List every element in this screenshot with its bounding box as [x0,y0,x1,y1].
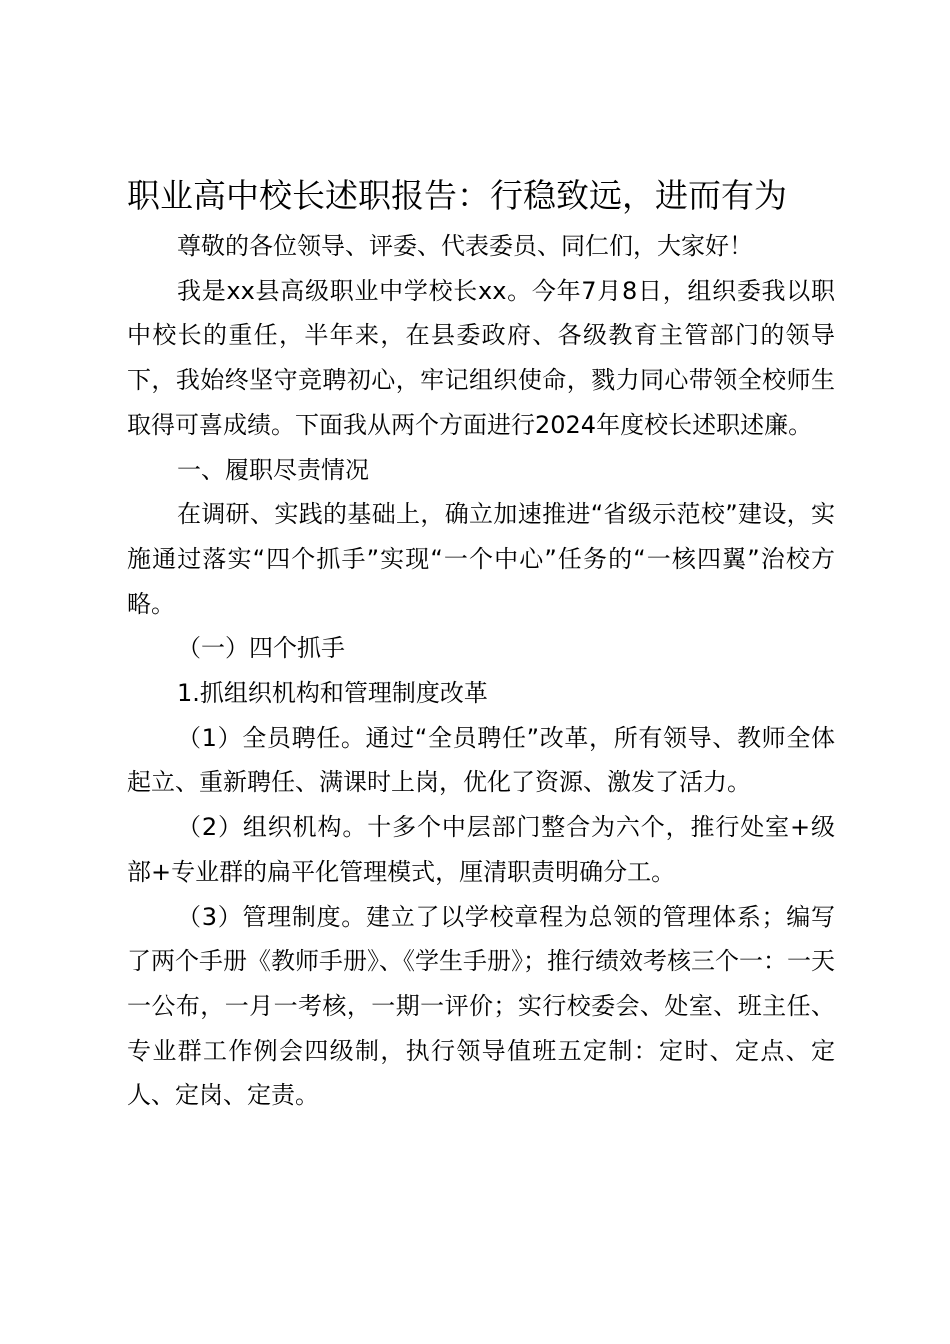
list-item: （3）管理制度。建立了以学校章程为总领的管理体系；编写了两个手册《教师手册》、《学生手册》；推行绩效考核三个一：一天一公布，一月一考核，一期一评价；实行校委会、处室、班主任、专业群工作例会四级制，执行领导值班五定制：定时、定点、定人、定岗、定责。 [127,902,835,1110]
item-heading: 1.抓组织机构和管理制度改革 [177,679,488,708]
greeting-paragraph: 尊敬的各位领导、评委、代表委员、同仁们，大家好！ [177,232,753,260]
subsection-heading: （一）四个抓手 [177,634,345,663]
list-item: （1）全员聘任。通过“全员聘任”改革，所有领导、教师全体起立、重新聘任、满课时上岗，优化了资源、激发了活力。 [127,723,835,797]
strategy-paragraph: 在调研、实践的基础上，确立加速推进“省级示范校”建设，实施通过落实“四个抓手”实现“一个中心”任务的“一核四翼”治校方略。 [127,500,835,618]
intro-paragraph: 我是xx县高级职业中学校长xx。今年7月8日，组织委我以职中校长的重任，半年来，在县委政府、各级教育主管部门的领导下，我始终坚守竞聘初心，牢记组织使命，戮力同心带领全校师生取得可喜成绩。下面我从两个方面进行2024年度校长述职述廉。 [127,276,835,439]
document-body [127,224,835,1118]
list-item: （2）组织机构。十多个中层部门整合为六个，推行处室+级部+专业群的扁平化管理模式，厘清职责明确分工。 [127,813,835,886]
document-title: 职业高中校长述职报告：行稳致远，进而有为 [127,176,787,215]
section-heading: 一、履职尽责情况 [177,455,369,484]
